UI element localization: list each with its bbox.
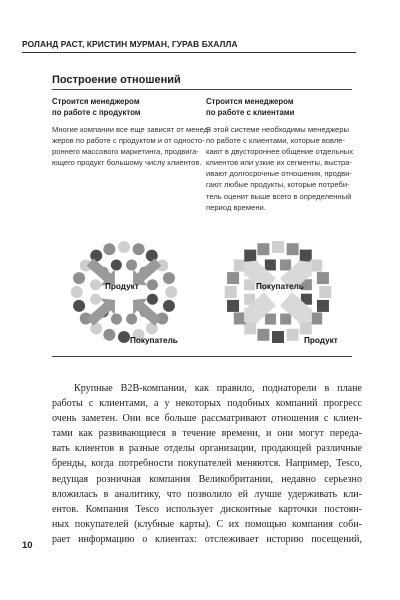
ring-square (287, 243, 299, 255)
right-column-heading (206, 96, 352, 118)
ring-dot (163, 272, 175, 284)
right-outer-label: Продукт (304, 336, 338, 345)
body-line: очень заметен. Они все больше рассматривают отношения с клиен- (52, 413, 362, 425)
ring-square (257, 329, 269, 341)
ring-dot (103, 329, 115, 341)
body-line: ведущая розничная компания Великобритании, недавно серьезно (52, 473, 362, 485)
ring-dot (126, 259, 137, 270)
ring-square (287, 329, 299, 341)
ring-square (280, 314, 291, 325)
right-text-line: клиентов или узкие их сегменты, выстра- (206, 158, 352, 168)
left-ring (71, 241, 178, 343)
body-line: вать клиентов в разные отделы организации, продающей различные (52, 443, 362, 455)
page-number: 10 (22, 540, 33, 551)
ring-square (227, 300, 239, 312)
ring-square (225, 286, 237, 298)
left-column (52, 96, 211, 168)
right-ring (225, 241, 332, 343)
left-column-text (52, 124, 211, 168)
body-line: тами как развивающиеся в течение времени, и они могут переда- (52, 428, 362, 440)
body-paragraph (52, 381, 362, 547)
right-text-line: тель оценит выше всего в определенный (206, 191, 352, 201)
ring-dot (147, 279, 158, 290)
ring-square (317, 272, 329, 284)
ring-dot (163, 300, 175, 312)
ring-square (310, 260, 322, 272)
ring-square (300, 250, 312, 262)
right-text-line: по работе с клиентами, которые вовле- (206, 136, 346, 146)
ring-square (317, 300, 329, 312)
ring-square (265, 259, 276, 270)
right-text-line: кают в двустороннее общение отдельных (206, 147, 354, 157)
ring-dot (118, 331, 130, 343)
right-text-line: гают любые продукты, которые потреби- (206, 180, 350, 190)
left-text-line: Многие компании все еще зависят от менед- (52, 125, 211, 134)
customer-centric-diagram (206, 240, 356, 352)
ring-square (257, 243, 269, 255)
left-column-heading (52, 96, 190, 118)
ring-dot (71, 286, 83, 298)
ring-square (272, 331, 284, 343)
ring-square (244, 250, 256, 262)
ring-square (227, 272, 239, 284)
ring-dot (73, 272, 85, 284)
left-text-line: ющего продукт большому числу клиентов. (52, 158, 202, 168)
product-centric-diagram (52, 240, 202, 352)
arrow-shape (87, 298, 115, 325)
arrow-shape (133, 298, 161, 325)
ring-square (234, 312, 246, 324)
right-center-label: Покупатель (256, 282, 304, 291)
body-line: ных покупателей (клубные карты). С их помощью компания соби- (52, 518, 362, 530)
body-line: вложилась в аналитику, что позволило ей лучше удерживать кли- (52, 488, 362, 500)
right-text-line: ивают долгосрочные отношения, продви- (206, 169, 352, 179)
right-text-line: В этой системе необходимы менеджеры (206, 125, 349, 134)
sidebar-box-title: Построение отношений (52, 74, 181, 86)
left-center-label: Продукт (105, 282, 139, 291)
ring-dot (118, 241, 130, 253)
ring-square (319, 286, 331, 298)
left-text-line: роннего массового маркетинга, продвига- (52, 147, 199, 157)
left-arrows (87, 258, 162, 326)
ring-square (244, 322, 256, 334)
sidebar-box-top-rule (52, 89, 352, 90)
left-heading-line: Строится менеджером (52, 97, 140, 106)
ring-dot (90, 294, 101, 305)
ring-dot (133, 243, 145, 255)
ring-dot (126, 314, 137, 325)
sidebar-box-bottom-rule (52, 356, 352, 357)
ring-dot (147, 294, 158, 305)
ring-square (272, 241, 284, 253)
ring-square (265, 314, 276, 325)
ring-dot (103, 243, 115, 255)
left-text-line: жеров по работе с продуктом и от односто- (52, 136, 205, 146)
body-line: рает информацию о клиентах: отслеживает историю посещений, (52, 533, 362, 545)
right-text-line: период времени. (206, 202, 266, 212)
ring-square (280, 259, 291, 270)
body-line: ентов. Компания Tesco использует дисконтные карточки постоян- (52, 503, 362, 515)
ring-square (310, 312, 322, 324)
right-arrows (244, 260, 312, 323)
ring-dot (165, 286, 177, 298)
ring-dot (111, 259, 122, 270)
right-column (206, 96, 352, 213)
right-heading-line: Строится менеджером (206, 97, 294, 106)
body-line: работы с клиентами, а у некоторых подобных компаний прогресс (52, 398, 362, 410)
ring-dot (111, 314, 122, 325)
running-head: РОЛАНД РАСТ, КРИСТИН МУРМАН, ГУРАВ БХАЛЛА (22, 39, 238, 49)
ring-square (300, 322, 312, 334)
ring-dot (73, 300, 85, 312)
header-rule (22, 52, 356, 53)
body-line: бренды, когда потребности покупателей меняются. Например, Tesco, (52, 458, 362, 470)
ring-square (234, 260, 246, 272)
left-heading-line: по работе с продуктом (52, 108, 141, 117)
right-heading-line: по работе с клиентами (206, 108, 295, 117)
ring-dot (90, 279, 101, 290)
body-line: Крупные B2B-компании, как правило, поднаторели в плане (74, 383, 362, 394)
left-outer-label: Покупатель (130, 336, 178, 345)
right-column-text (206, 124, 352, 213)
